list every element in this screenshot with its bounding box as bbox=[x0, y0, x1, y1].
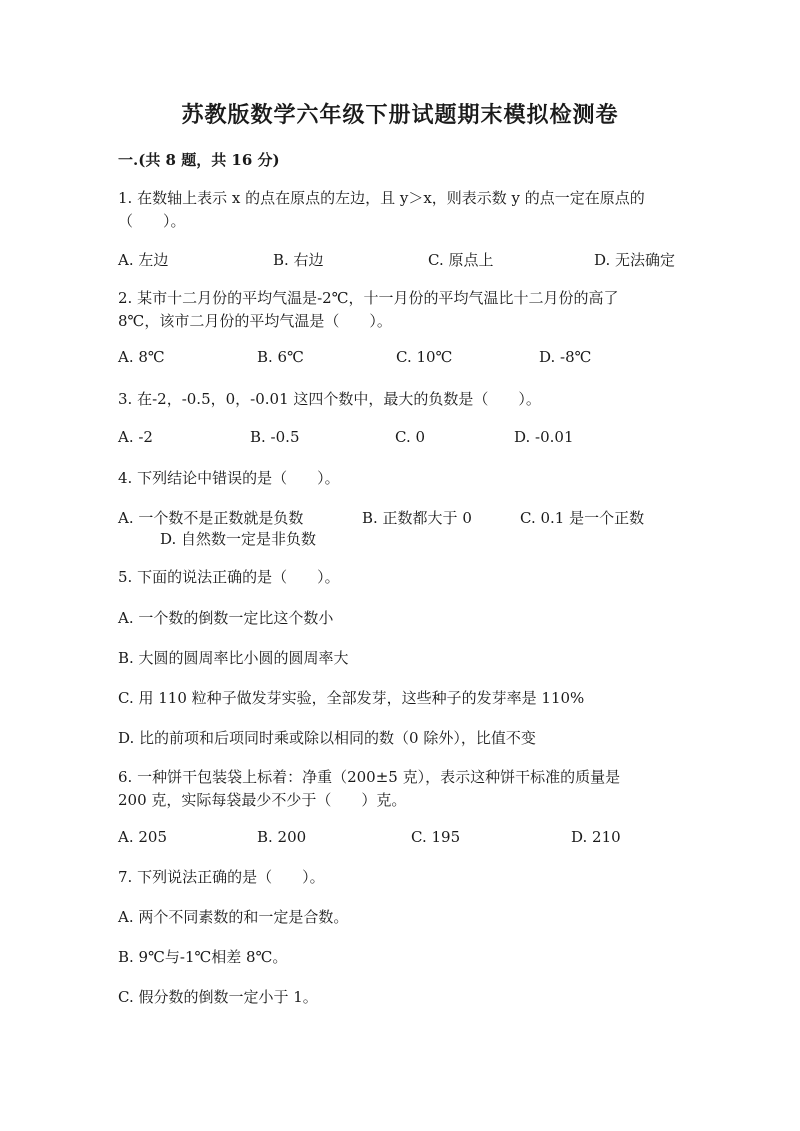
question-4-text: 4. 下列结论中错误的是（ ）。 bbox=[118, 469, 340, 487]
question-2-text: 2. 某市十二月份的平均气温是-2℃，十一月份的平均气温比十二月份的高了 bbox=[118, 289, 619, 307]
question-5-text: 5. 下面的说法正确的是（ ）。 bbox=[118, 568, 340, 586]
question-5-option-c: C. 用 110 粒种子做发芽实验，全部发芽，这些种子的发芽率是 110% bbox=[118, 689, 585, 707]
question-2-option-d: D. -8℃ bbox=[539, 348, 592, 366]
question-5-option-a: A. 一个数的倒数一定比这个数小 bbox=[118, 609, 334, 627]
question-1-option-b: B. 右边 bbox=[273, 251, 324, 269]
question-7-option-b: B. 9℃与-1℃相差 8℃。 bbox=[118, 948, 288, 966]
question-6-option-a: A. 205 bbox=[118, 828, 167, 846]
question-6-option-c: C. 195 bbox=[411, 828, 461, 846]
section-header: 一.(共 8 题，共 16 分) bbox=[118, 151, 280, 169]
question-6-text: 6. 一种饼干包装袋上标着：净重（200±5 克），表示这种饼干标准的质量是 bbox=[118, 768, 621, 786]
question-1-text-cont: （ ）。 bbox=[118, 212, 186, 230]
question-6-option-d: D. 210 bbox=[571, 828, 621, 846]
question-4-option-a: A. 一个数不是正数就是负数 bbox=[118, 509, 304, 527]
question-5-option-d: D. 比的前项和后项同时乘或除以相同的数（0 除外），比值不变 bbox=[118, 729, 536, 747]
question-1-option-c: C. 原点上 bbox=[428, 251, 494, 269]
question-6-option-b: B. 200 bbox=[257, 828, 307, 846]
question-6-text-cont: 200 克，实际每袋最少不少于（ ）克。 bbox=[118, 791, 407, 809]
question-2-option-c: C. 10℃ bbox=[396, 348, 453, 366]
question-7-option-a: A. 两个不同素数的和一定是合数。 bbox=[118, 908, 349, 926]
question-1-text: 1. 在数轴上表示 x 的点在原点的左边，且 y＞x，则表示数 y 的点一定在原点的 bbox=[118, 189, 645, 207]
question-3-text: 3. 在-2，-0.5，0，-0.01 这四个数中，最大的负数是（ ）。 bbox=[118, 390, 541, 408]
question-2-text-cont: 8℃，该市二月份的平均气温是（ ）。 bbox=[118, 312, 392, 330]
question-5-option-b: B. 大圆的圆周率比小圆的圆周率大 bbox=[118, 649, 349, 667]
question-4-option-b: B. 正数都大于 0 bbox=[362, 509, 472, 527]
question-3-option-a: A. -2 bbox=[118, 428, 153, 446]
question-2-option-b: B. 6℃ bbox=[257, 348, 304, 366]
question-7-option-c: C. 假分数的倒数一定小于 1。 bbox=[118, 988, 318, 1006]
question-3-option-d: D. -0.01 bbox=[514, 428, 574, 446]
question-3-option-c: C. 0 bbox=[395, 428, 426, 446]
question-4-option-c: C. 0.1 是一个正数 bbox=[520, 509, 645, 527]
question-3-option-b: B. -0.5 bbox=[250, 428, 300, 446]
question-4-option-d: D. 自然数一定是非负数 bbox=[160, 530, 317, 548]
question-1-option-a: A. 左边 bbox=[118, 251, 169, 269]
question-1-option-d: D. 无法确定 bbox=[594, 251, 676, 269]
question-7-text: 7. 下列说法正确的是（ ）。 bbox=[118, 868, 325, 886]
page-title: 苏教版数学六年级下册试题期末模拟检测卷 bbox=[181, 102, 619, 128]
question-2-option-a: A. 8℃ bbox=[118, 348, 165, 366]
